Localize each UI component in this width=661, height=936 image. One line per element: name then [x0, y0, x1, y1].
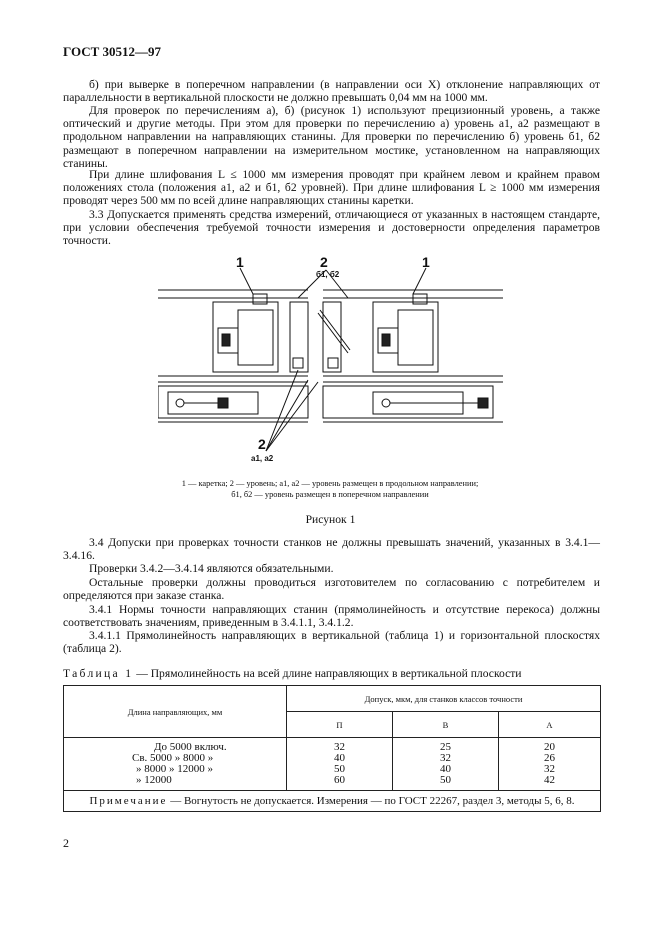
paragraph-p5: 3.4 Допуски при проверках точности станков не должны превышать значений, указанных в 3.4.1—3.4.16. [63, 536, 600, 563]
table1-value: 32 [334, 741, 345, 753]
figure-caption-line2: б1, б2 — уровень размещен в поперечном направлении [231, 490, 429, 499]
paragraph-p3: При длине шлифования L ≤ 1000 мм измерения проводят при крайнем левом и крайнем правом положениях стола (положения а1, а2 и б1, б2 уровней). При длине шлифования L ≥ 1000 мм измерения проводят через 500 мм по всей длине направляющих станины каретки. [63, 168, 600, 208]
table1-value: 25 [440, 741, 451, 753]
table1-a-cell [499, 738, 601, 791]
table1-label: Таблица 1 [63, 667, 134, 680]
table1-caption [63, 667, 522, 680]
table1-value: 50 [440, 774, 451, 786]
machine-schematic [158, 258, 513, 470]
table1-note-label: Примечание [89, 795, 168, 807]
table1-value: 50 [334, 763, 345, 775]
figure-caption-line1: 1 — каретка; 2 — уровень; а1, а2 — уровень размещен в продольном направлении; [181, 479, 479, 488]
table1-lengths-cell [64, 738, 287, 791]
table1-note [64, 791, 601, 812]
figure-label-1-right: 1 [422, 254, 430, 270]
table1-value: 32 [440, 752, 451, 764]
table1-row-length: » 12000 [136, 774, 172, 786]
paragraph-p9: 3.4.1.1 Прямолинейность направляющих в вертикальной (таблица 1) и горизонтальной плоскостях (таблица 2). [63, 629, 600, 656]
table1-value: 32 [544, 763, 555, 775]
table1-v-cell [393, 738, 499, 791]
table1-value: 26 [544, 752, 555, 764]
table1-value: 40 [334, 752, 345, 764]
figure-1-drawing [158, 254, 513, 470]
figure-label-b-top: б1, б2 [316, 270, 340, 279]
table1-note-text: — Вогнутость не допускается. Измерения — по ГОСТ 22267, раздел 3, методы 5, 6, 8. [167, 795, 575, 807]
page-number: 2 [63, 836, 69, 850]
table1-header-length: Длина направляющих, мм [64, 686, 287, 738]
table1-row-length: Св. 5000 » 8000 » [132, 752, 214, 764]
table1-value: 42 [544, 774, 555, 786]
table1-row-length: До 5000 включ. [154, 741, 227, 753]
figure-label-a-bottom: а1, а2 [251, 454, 274, 463]
table1-p-cell [287, 738, 393, 791]
paragraph-p2: Для проверок по перечислениям а), б) (рисунок 1) используют прецизионный уровень, а также оптический и другие методы. При этом для проверки по перечислению а) уровень а1, а2 размещают в продольном направлении на направляющих станины. Для проверки по перечислению б) уровень б1, б2 размещают в поперечном направлении на измерительном мостике, установленном на направляющих станины. [63, 104, 600, 170]
paragraph-p8: 3.4.1 Нормы точности направляющих станин (прямолинейность и отсутствие перекоса) должны соответствовать значениям, приведенным в 3.4.1.1, 3.4.1.2. [63, 603, 600, 630]
figure-label-2-top: 2 [320, 254, 328, 270]
table1-value: 60 [334, 774, 345, 786]
table1-value: 20 [544, 741, 555, 753]
figure-title: Рисунок 1 [305, 513, 356, 526]
table1-class-p: П [287, 712, 393, 738]
table1-class-a: А [499, 712, 601, 738]
paragraph-p1: б) при выверке в поперечном направлении (в направлении оси X) отклонение направляющих от параллельности в вертикальной плоскости не должно превышать 0,04 мм на 1000 мм. [63, 78, 600, 105]
paragraph-p4: 3.3 Допускается применять средства измерений, отличающиеся от указанных в настоящем стандарте, при условии обеспечения требуемой точности измерения и достоверности определения параметров точности. [63, 208, 600, 248]
table1 [63, 685, 601, 812]
figure-label-2-bottom: 2 [258, 436, 266, 452]
figure-label-1-left: 1 [236, 254, 244, 270]
table1-header-tolerance: Допуск, мкм, для станков классов точности [287, 686, 601, 712]
table1-class-v: В [393, 712, 499, 738]
doc-code-header: ГОСТ 30512—97 [63, 44, 162, 59]
table1-row-length: » 8000 » 12000 » [136, 763, 213, 775]
table1-value: 40 [440, 763, 451, 775]
paragraph-p6: Проверки 3.4.2—3.4.14 являются обязательными. [89, 562, 334, 575]
table1-caption-text: — Прямолинейность на всей длине направляющих в вертикальной плоскости [133, 667, 522, 680]
paragraph-p7: Остальные проверки должны проводиться изготовителем по согласованию с потребителем и определяются при заказе станка. [63, 576, 600, 603]
